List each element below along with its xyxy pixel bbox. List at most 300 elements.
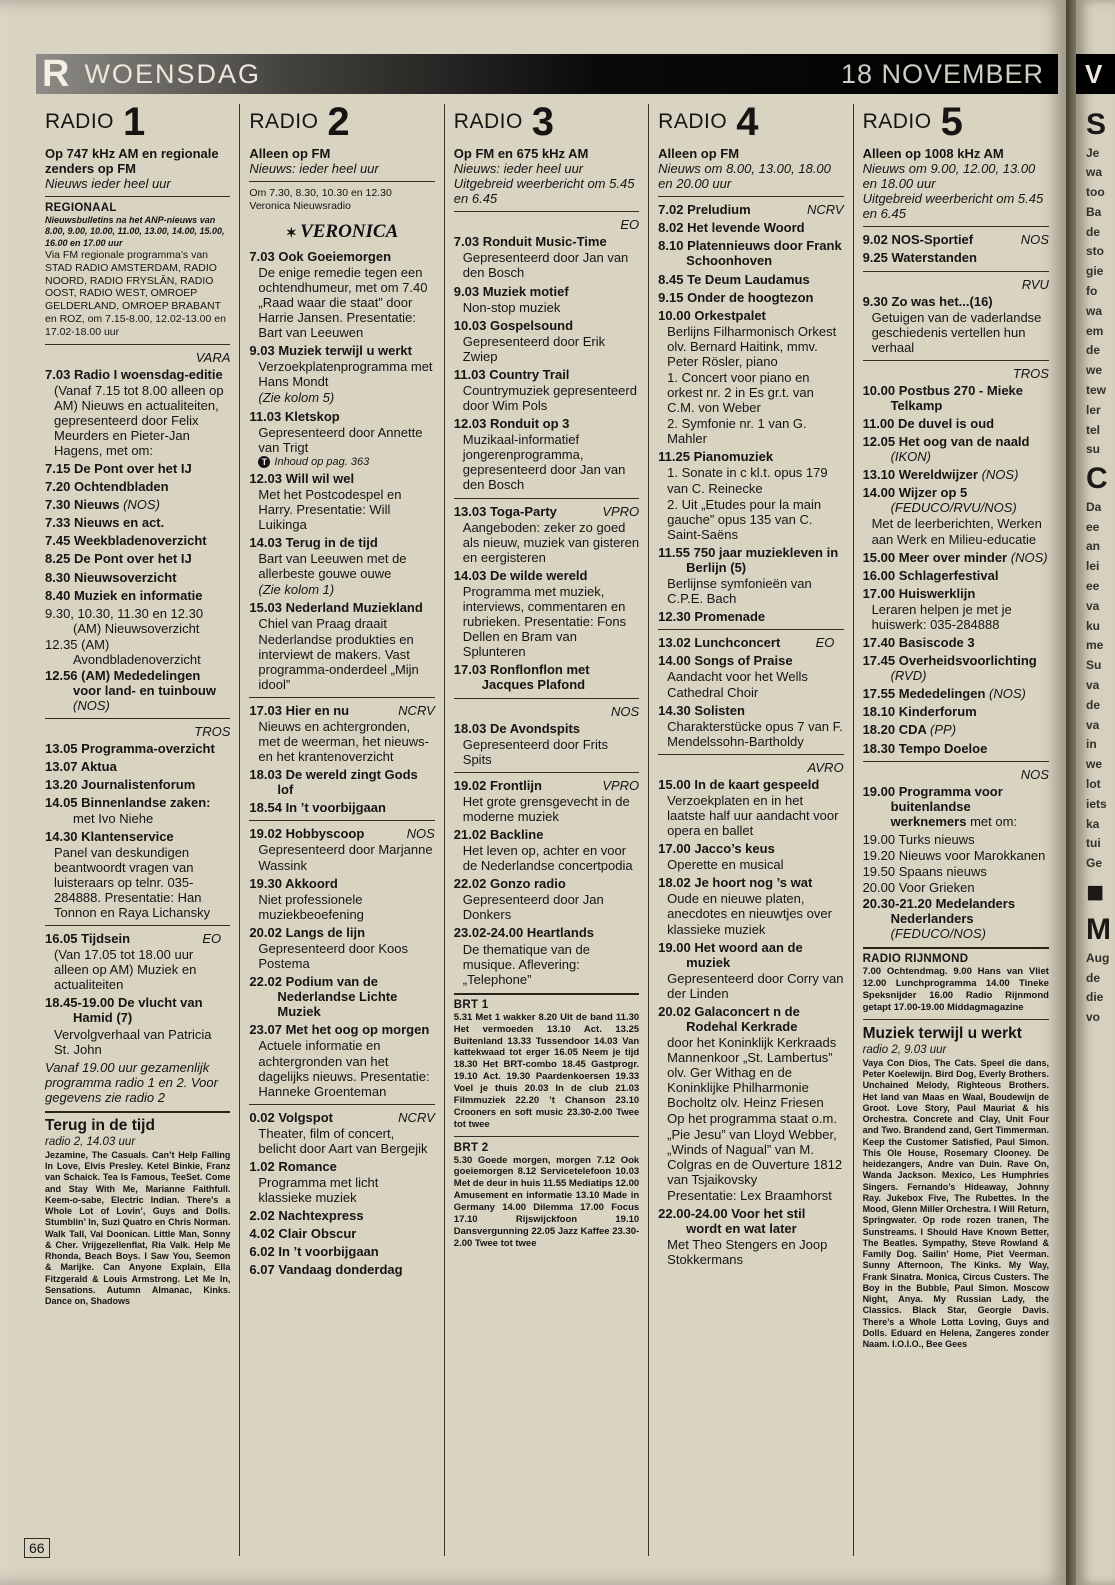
radio-4-column xyxy=(649,104,853,1556)
program-line xyxy=(863,686,1049,701)
program-item xyxy=(863,485,1049,546)
column-intro-italic: Vanaf 19.00 uur gezamenlijk programma radio 1 en 2. Voor gegevens zie radio 2 xyxy=(45,1059,218,1105)
section-divider xyxy=(454,698,639,699)
listing-line: 19.00 Turks nieuws xyxy=(862,831,975,847)
program-line xyxy=(249,925,434,940)
program-description: Bart van Leeuwen met de allerbeste gouwe ouwe xyxy=(258,551,407,582)
section-subheading: radio 2, 14.03 uur xyxy=(45,1135,136,1148)
program-time: 8.45 xyxy=(658,271,684,287)
program-note: (Zie kolom 5) xyxy=(258,390,335,406)
program-line xyxy=(249,1208,434,1223)
program-line xyxy=(863,653,1049,683)
next-page-fragment: wa xyxy=(1086,165,1103,180)
program-time: 10.03 xyxy=(453,317,487,333)
program-time: 11.25 xyxy=(658,449,690,465)
program-broadcaster-inline: (NOS) xyxy=(981,467,1019,483)
program-title: Nieuws en act. xyxy=(73,515,165,531)
program-item xyxy=(249,1022,434,1098)
program-title: Weekbladenoverzicht xyxy=(73,533,207,549)
program-time: 14.00 xyxy=(658,653,691,669)
program-line xyxy=(45,741,230,756)
program-time: 18.03 xyxy=(249,767,282,783)
program-description: Getuigen van de vaderlandse geschiedenis vertellen hun verhaal xyxy=(871,309,1042,355)
program-time: 20.02 xyxy=(658,1003,691,1019)
program-title: De vlucht van Hamid (7) xyxy=(73,995,203,1026)
section-divider xyxy=(454,772,639,773)
program-time: 7.30 xyxy=(45,497,71,513)
column-title xyxy=(453,104,639,144)
program-item xyxy=(658,635,843,650)
section-divider xyxy=(454,498,639,499)
program-title: Terug in de tijd xyxy=(285,535,378,551)
teletext-note xyxy=(249,456,434,468)
next-page-fragment: ee xyxy=(1086,578,1100,593)
program-time: 9.25 xyxy=(862,250,888,266)
program-line xyxy=(658,308,843,323)
program-title: Journalistenforum xyxy=(81,777,196,793)
section-divider xyxy=(863,761,1049,762)
program-title: Meer over minder xyxy=(898,549,1008,565)
program-item xyxy=(454,234,639,280)
program-title: Kinderforum xyxy=(898,704,977,720)
next-page-fragment: S xyxy=(1086,108,1107,141)
next-page-fragment: me xyxy=(1086,638,1104,653)
program-title: De Pont over het IJ xyxy=(73,461,192,477)
program-line xyxy=(658,272,843,287)
next-page-fragment: in xyxy=(1086,737,1097,752)
program-description: Chiel van Praag draait Nederlandse produkties en interviewt de makers. Vast programma-onderdeel „Mijn idool” xyxy=(258,616,419,692)
program-item xyxy=(454,778,639,824)
program-time: 17.40 xyxy=(862,635,896,651)
program-description: Non-stop muziek xyxy=(462,299,561,315)
program-title: Onder de hoogtezon xyxy=(687,289,814,305)
program-description: Aandacht voor het Wells Cathedral Choir xyxy=(667,669,808,700)
program-description: (Vanaf 7.15 tot 8.00 alleen op AM) Nieuws en actualiteiten, gepresenteerd door Felix Meurders en Pieter-Jan Hagens, met om: xyxy=(54,382,224,458)
next-page-fragment: tew xyxy=(1086,383,1107,398)
column-intro-bold: Op FM en 675 kHz AM xyxy=(453,146,589,161)
program-line xyxy=(863,896,1049,941)
next-page-fragment: Da xyxy=(1086,499,1102,514)
section-divider xyxy=(249,697,434,698)
program-time: 8.25 xyxy=(45,551,71,567)
section-heading: Muziek terwijl u werkt xyxy=(862,1024,1022,1042)
program-item xyxy=(454,416,639,492)
section-divider xyxy=(658,629,843,630)
program-line xyxy=(249,343,434,358)
program-description: Nieuws en achtergronden, met de weerman, het nieuws- en het krantenoverzicht xyxy=(258,718,429,765)
program-line xyxy=(658,1206,843,1236)
next-page-fragment: C xyxy=(1086,462,1108,496)
program-line xyxy=(249,703,434,718)
program-title: Het oog van de naald xyxy=(898,434,1030,450)
program-line xyxy=(658,841,843,856)
program-broadcaster-inline: (FEDUCO/NOS) xyxy=(890,926,986,942)
program-broadcaster-inline: (IKON) xyxy=(890,449,932,465)
column-intro-italic: Nieuws ieder heel uur xyxy=(45,176,171,192)
program-item xyxy=(863,467,1049,482)
program-line xyxy=(658,1004,843,1034)
column-title xyxy=(658,104,843,144)
program-line xyxy=(658,290,843,305)
program-description: Het leven op, achter en voor de Nederlandse concertpodia xyxy=(462,843,633,874)
broadcaster-tag: VPRO xyxy=(602,777,640,793)
program-item xyxy=(658,308,843,447)
program-time: 4.02 xyxy=(249,1226,275,1242)
program-time: 7.03 xyxy=(453,234,480,250)
program-title: Clair Obscur xyxy=(278,1226,357,1242)
listing-line: 19.20 Nieuws voor Marokkanen xyxy=(862,847,1046,863)
program-title: 750 jaar muziekleven in Berlijn (5) xyxy=(686,544,839,575)
station-number: 1 xyxy=(123,104,146,144)
next-page-fragment: an xyxy=(1086,539,1101,554)
column-title xyxy=(862,104,1049,144)
subsection-heading: REGIONAAL xyxy=(45,202,117,215)
program-title: Solisten xyxy=(694,702,745,718)
program-line xyxy=(249,826,434,841)
program-time: 13.07 xyxy=(45,759,78,775)
program-item xyxy=(45,588,230,603)
program-line xyxy=(863,568,1049,583)
broadcaster-label: AVRO xyxy=(807,759,844,775)
program-line xyxy=(658,875,843,890)
column-intro-bold: Alleen op FM xyxy=(249,146,331,161)
next-page-fragment: we xyxy=(1086,757,1103,772)
program-title-suffix: met om: xyxy=(970,813,1018,829)
next-page-fragment: Je xyxy=(1086,145,1100,160)
next-page-fragment: su xyxy=(1086,442,1101,457)
program-line xyxy=(249,1262,434,1277)
program-item xyxy=(658,841,843,872)
program-time: 16.05 xyxy=(45,931,78,947)
program-description: Leraren helpen je met je huiswerk: 035-284888 xyxy=(871,601,1012,632)
next-page-fragment: tui xyxy=(1086,836,1101,851)
program-title: Radio I woensdag-editie xyxy=(73,366,223,382)
next-page-fragment: Su xyxy=(1086,658,1102,673)
column-intro-italic: Nieuws om 8.00, 13.00, 18.00 en 20.00 uur xyxy=(658,161,831,192)
program-title: Vandaag donderdag xyxy=(278,1262,403,1278)
program-line xyxy=(45,588,230,603)
program-item xyxy=(454,827,639,873)
program-time: 14.05 xyxy=(45,795,78,811)
program-description: Programma met muziek, interviews, commentaren en rubrieken. Presentatie: Fons Dellen en Bram van Splunteren xyxy=(462,583,627,660)
program-time: 17.00 xyxy=(862,585,896,601)
program-item xyxy=(658,272,843,287)
program-item xyxy=(658,940,843,1001)
program-description: 1. Sonate in c kl.t. opus 179 van C. Reinecke xyxy=(667,465,828,496)
program-time: 8.02 xyxy=(658,220,684,236)
program-item xyxy=(45,570,230,585)
program-time: 12.03 xyxy=(453,416,487,432)
program-item xyxy=(454,284,639,315)
section-divider xyxy=(45,196,230,197)
program-line xyxy=(454,778,639,793)
program-item xyxy=(658,202,843,217)
next-page-fragment: iets xyxy=(1086,796,1107,811)
station-number: 3 xyxy=(531,104,555,144)
section-divider-heavy xyxy=(454,993,639,995)
program-description: Gepresenteerd door Corry van der Linden xyxy=(667,970,844,1001)
program-title: Heartlands xyxy=(526,925,595,941)
program-title: Lunchconcert xyxy=(694,635,781,651)
program-line xyxy=(658,545,843,575)
teletext-note-text: Inhoud op pag. 363 xyxy=(274,455,370,468)
program-time: 17.00 xyxy=(658,841,691,857)
program-title: Akkoord xyxy=(285,875,338,891)
program-time: 17.55 xyxy=(862,686,896,702)
program-time: 19.30 xyxy=(249,875,282,891)
program-time: 20.30-21.20 xyxy=(862,896,932,912)
program-title: Gonzo radio xyxy=(489,876,566,892)
program-item xyxy=(249,1110,434,1156)
program-title: Ronflonflon met Jacques Plafond xyxy=(481,662,590,693)
broadcaster-label: EO xyxy=(620,217,640,233)
program-time: 20.02 xyxy=(249,924,282,940)
next-page-fragment: de xyxy=(1086,697,1101,712)
section-divider xyxy=(658,754,843,755)
date-title: 18 NOVEMBER xyxy=(840,58,1044,89)
section-divider-heavy xyxy=(863,947,1049,949)
column-intro-bold: Alleen op 1008 kHz AM xyxy=(862,146,1004,161)
program-time: 8.30 xyxy=(45,569,71,585)
program-item xyxy=(454,318,639,364)
program-line xyxy=(454,925,639,940)
program-item xyxy=(454,367,639,413)
program-time: 2.02 xyxy=(249,1208,275,1224)
program-time: 22.00-24.00 xyxy=(658,1205,728,1221)
program-time: 1.02 xyxy=(249,1158,275,1174)
program-time: 18.10 xyxy=(862,704,896,720)
program-title: In ’t voorbijgaan xyxy=(285,800,386,816)
program-title: Nederland Muziekland xyxy=(285,600,423,616)
program-description: Berlijns Filharmonisch Orkest olv. Bernard Haitink, mmv. Peter Rösler, piano xyxy=(667,323,837,369)
program-line xyxy=(45,367,230,382)
song-list: Jezamine, The Casuals. Can’t Help Falling In Love, Elvis Presley. Ketel Binkie, Franz van Schaick. Tea Is Famous, TeeSet. Come and Stay With Me, Marianne Faithfull. Keem-o-sabe, Electric Indian. There’s a Whole Lot of Lovin’, Guys and Dolls. Stumblin’ In, Suzi Quatro en Chris Norman. Walk Tall, Val Doonican. Little Man, Sonny & Cher. Vrijgezellenflat, Ria Valk. Help Me Rhonda, Beach Boys. I Saw You, Seemon & Marijke. Can Anyone Explain, Ella Fitzgerald & Louis Armstrong. Let Me In, Sensations. Autumn Almanac, Kinks. Dance on, Shadows xyxy=(45,1149,231,1307)
program-description: Gepresenteerd door Erik Zwiep xyxy=(462,333,606,364)
program-line xyxy=(863,232,1049,247)
station-number: 5 xyxy=(940,104,963,144)
program-line xyxy=(249,249,434,264)
program-time: 13.03 xyxy=(453,503,487,519)
program-time: 9.15 xyxy=(658,289,684,305)
program-item xyxy=(863,550,1049,565)
program-broadcaster-inline: (NOS) xyxy=(1010,549,1048,565)
program-time: 18.45-19.00 xyxy=(45,995,115,1011)
program-title: Jacco’s keus xyxy=(694,841,775,857)
program-time: 15.00 xyxy=(658,776,691,792)
program-item xyxy=(658,1004,843,1203)
program-line xyxy=(658,777,843,792)
program-time: 15.03 xyxy=(249,600,282,616)
next-page-fragment: va xyxy=(1086,677,1100,692)
next-page-fragment: sto xyxy=(1086,244,1104,259)
column-intro-italic: Uitgebreid weerbericht om 5.45 en 6.45 xyxy=(453,176,635,207)
program-title: Promenade xyxy=(694,609,766,625)
program-time: 18.54 xyxy=(249,800,282,816)
program-description: Vervolgverhaal van Patricia St. John xyxy=(54,1026,212,1057)
program-line xyxy=(45,570,230,585)
program-item xyxy=(863,586,1049,632)
program-item xyxy=(863,434,1049,464)
program-title: Schlagerfestival xyxy=(898,567,999,583)
program-item xyxy=(45,551,230,566)
program-line xyxy=(658,449,843,464)
program-line: EO 13.02 Lunchconcert xyxy=(658,635,835,651)
program-description: Gepresenteerd door Marjanne Wassink xyxy=(258,842,433,873)
program-description: Gepresenteerd door Jan van den Bosch xyxy=(462,250,629,281)
program-title: Backline xyxy=(489,826,544,842)
program-line xyxy=(45,551,230,566)
program-title: Platennieuws door Frank Schoonhoven xyxy=(686,238,842,269)
program-description: Gepresenteerd door Annette van Trigt xyxy=(258,424,423,455)
program-item xyxy=(45,668,230,713)
program-time: 17.45 xyxy=(862,653,896,669)
section-divider xyxy=(658,196,843,197)
program-title-suffix: met Ivo Niehe xyxy=(73,810,154,826)
program-title: Zo was het...(16) xyxy=(891,293,993,309)
program-time: 19.00 xyxy=(862,783,896,799)
program-title: Nieuws xyxy=(73,497,120,513)
program-title: De Pont over het IJ xyxy=(73,551,192,567)
columns xyxy=(36,104,1058,1556)
program-line xyxy=(249,876,434,891)
program-title: De wereld zingt Gods lof xyxy=(277,767,418,798)
program-line xyxy=(454,876,639,891)
program-item xyxy=(454,925,639,986)
program-item xyxy=(45,759,230,774)
program-description: Muzikaal-informatief jongerenprogramma, gepresenteerd door Jan van den Bosch xyxy=(462,432,626,493)
next-page-fragment: fo xyxy=(1086,284,1098,299)
program-line xyxy=(863,250,1049,265)
program-time: 18.03 xyxy=(453,720,487,736)
program-time: 18.30 xyxy=(862,740,896,756)
program-line xyxy=(249,409,434,424)
program-title: Muziek en informatie xyxy=(73,587,203,603)
program-time: 18.20 xyxy=(862,722,896,738)
program-title: Overheidsvoorlichting xyxy=(898,653,1037,669)
program-description: Verzoekplatenprogramma met Hans Mondt xyxy=(258,359,433,390)
program-title: Het woord aan de muziek xyxy=(686,939,803,970)
compact-listing: 7.00 Ochtendmag. 9.00 Hans van Vliet 12.00 Lunchprogramma 14.00 Tineke Speksnijder 16.00 Radio Rijnmond getapt 17.00-19.00 Middagmagazine xyxy=(862,966,1049,1013)
program-time: 13.02 xyxy=(658,635,691,651)
program-title: Muziek motief xyxy=(482,283,569,299)
program-time: 7.15 xyxy=(45,461,71,477)
program-description: Op het programma staat o.m. „Pie Jesu” van Lloyd Webber, „Winds of Nagual” van M. Colgras en de Ouverture 1812 van Tsjaikovsky xyxy=(667,1111,843,1187)
program-line xyxy=(454,827,639,842)
day-title: WOENSDAG xyxy=(84,58,261,89)
edge-lines xyxy=(1076,94,1115,1028)
program-line xyxy=(249,471,434,486)
program-time: 7.33 xyxy=(45,515,71,531)
program-description: Charakterstücke opus 7 van F. Mendelssohn-Bartholdy xyxy=(667,718,843,749)
program-line xyxy=(658,220,843,235)
broadcaster-label: TROS xyxy=(1012,365,1049,381)
section-divider xyxy=(863,360,1049,361)
program-title: Kletskop xyxy=(284,408,340,424)
program-line xyxy=(249,600,434,615)
program-title: In ’t voorbijgaan xyxy=(278,1244,379,1260)
program-time: 18.02 xyxy=(658,875,691,891)
program-line xyxy=(863,704,1049,719)
next-page-fragment: wa xyxy=(1086,303,1103,318)
program-item xyxy=(249,1159,434,1205)
program-line xyxy=(658,653,843,668)
program-line xyxy=(249,767,434,797)
column-intro-italic: Nieuws om 9.00, 12.00, 13.00 en 18.00 uur xyxy=(862,161,1036,192)
program-description: (Van 17.05 tot 18.00 uur alleen op AM) Muziek en actualiteiten xyxy=(54,947,197,993)
program-item xyxy=(658,777,843,838)
program-description: Berlijnse symfonieën van C.P.E. Bach xyxy=(667,576,812,607)
program-title: In de kaart gespeeld xyxy=(694,776,820,792)
program-item xyxy=(45,777,230,792)
program-description: 2. Uit „Etudes pour la main gauche” opus 135 van C. Saint-Saëns xyxy=(667,496,822,542)
broadcaster-tag: VPRO xyxy=(602,503,640,519)
program-time: 16.00 xyxy=(862,567,896,583)
program-item xyxy=(45,995,230,1056)
program-line xyxy=(249,1226,434,1241)
program-title: De Avondspits xyxy=(489,720,581,736)
program-line xyxy=(454,721,639,736)
program-line xyxy=(249,800,434,815)
program-title: Frontlijn xyxy=(489,777,542,793)
next-page-fragment: de xyxy=(1086,343,1101,358)
next-page-fragment: lot xyxy=(1086,776,1101,791)
program-title: NOS-Sportief xyxy=(891,232,974,248)
next-page-fragment: we xyxy=(1086,363,1103,378)
radio-guide-logo: R xyxy=(42,53,69,95)
program-line xyxy=(454,234,639,249)
program-description: Met Theo Stengers en Joop Stokkermans xyxy=(667,1237,828,1268)
program-line xyxy=(658,609,843,624)
radio-1-column xyxy=(36,104,240,1556)
program-title: Langs de lijn xyxy=(285,924,366,940)
listing-line: 19.50 Spaans nieuws xyxy=(862,863,987,879)
program-description: 1. Concert voor piano en orkest nr. 2 in Es gr.t. van C.M. von Weber xyxy=(667,370,814,416)
program-time: 6.07 xyxy=(249,1262,275,1278)
program-item xyxy=(249,800,434,815)
program-item xyxy=(249,600,434,691)
program-line xyxy=(45,461,230,476)
program-item xyxy=(454,568,639,659)
program-title: Je hoort nog ’s wat xyxy=(694,875,813,891)
broadcaster-tag: NCRV xyxy=(398,702,435,718)
section-divider xyxy=(45,718,230,719)
program-item xyxy=(249,826,434,872)
program-time: 0.02 xyxy=(249,1109,275,1125)
program-item xyxy=(454,504,639,565)
section-divider xyxy=(45,344,230,345)
section-heading: Terug in de tijd xyxy=(45,1116,155,1134)
program-line xyxy=(454,284,639,299)
program-title: Wijzer op 5 xyxy=(898,485,968,501)
program-item xyxy=(863,653,1049,683)
next-page-fragment: tel xyxy=(1086,422,1101,437)
program-description: Panel van deskundigen beantwoordt vragen van luisteraars op telnr. 035-284888. Presentatie: Han Tonnon en Raya Lichansky xyxy=(54,844,211,920)
program-item xyxy=(658,238,843,268)
regional-bulletin-note: Nieuwsbulletins na het ANP-nieuws van 8.00, 9.00, 10.00, 11.00, 13.00, 14.00, 15.00, 16.00 en 17.00 uur xyxy=(45,215,225,248)
next-page-fragment: em xyxy=(1086,323,1104,338)
compact-listing: 5.30 Goede morgen, morgen 7.12 Ook goeiemorgen 8.12 Servicetelefoon 10.03 Met de deur in huis 11.55 Mediatips 12.00 Amusement en informatie 13.10 Made in Germany 14.00 Dilemma 17.00 Focus 17.10 Rijswijckfoon 19.10 Dansvergunning 22.05 Jazz Kaffee 23.30-2.00 Twee tot twee xyxy=(453,1154,640,1249)
next-page-fragment: va xyxy=(1086,717,1100,732)
program-broadcaster-inline: (PP) xyxy=(930,722,957,738)
program-item xyxy=(863,294,1049,355)
column-title xyxy=(249,104,434,144)
program-item xyxy=(863,250,1049,265)
program-line xyxy=(863,467,1049,482)
program-item xyxy=(249,249,434,340)
page-number: 66 xyxy=(24,1538,50,1558)
program-title: Postbus 270 - Mieke Telkamp xyxy=(890,382,1024,413)
program-time: 14.30 xyxy=(658,702,691,718)
